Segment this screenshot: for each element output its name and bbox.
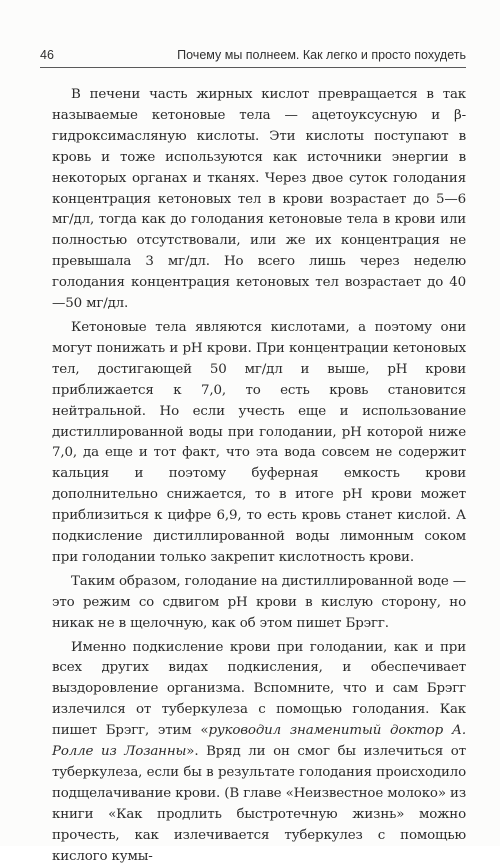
- paragraph-ketone-bodies: В печени часть жирных кислот превращается в так называемые кетоновые тела — ацетоуксусную и β-гидроксимасляную кислоты. Эти кислоты поступают в кровь и тоже используются как источники энергии в некоторых органах и тканях. Через двое суток голодания концентрация кетоновых тел в крови возрастает до 5—6 мг/дл, тогда как до голодания кетоновые тела в крови или полностью отсутствовали, или же их концентрация не превышала 3 мг/дл. Но всего лишь через неделю голодания концентрация кетоновых тел возрастает до 40—50 мг/дл.: [52, 87, 466, 312]
- paragraph-blood-ph: Кетоновые тела являются кислотами, а поэтому они могут понижать и pH крови. При концентрации кетоновых тел, достигающей 50 мг/дл и выше, pH крови приближается к 7,0, то есть кровь становится нейтральной. Но если учесть еще и использование дистиллированной воды при голодании, pH которой ниже 7,0, да еще и тот факт, что эта вода совсем не содержит кальция и поэтому буферная емкость крови дополнительно снижается, то в итоге pH крови может приблизиться к цифре 6,9, то есть кровь станет кислой. А подкисление дистиллированной воды лимонным соком при голодании только закрепит кислотность крови.: [52, 319, 466, 565]
- body-text: [52, 85, 466, 868]
- paragraph-text-after-quote: ». Вряд ли он смог бы излечиться от туберкулеза, если бы в результате голодания происходило подщелачивание крови. (В главе «Неизвестное молоко» из книги «Как продлить быстротечную жизнь» можно прочесть, как излечивается туберкулез с помощью кислого кумы-: [52, 744, 466, 864]
- paragraph-text-before-quote: Именно подкисление крови при голодании, как и при всех других видах подкисления, и обеспечивает выздоровление организма. Вспомните, что и сам Брэгг излечился от туберкулеза с помощью голодания. Как пишет Брэгг, этим «: [52, 639, 466, 739]
- header-rule: [40, 67, 466, 68]
- paragraph-acidification: [52, 638, 466, 868]
- running-title: Почему мы полнеем. Как легко и просто похудеть: [177, 48, 466, 62]
- paragraph-conclusion: Таким образом, голодание на дистиллированной воде — это режим со сдвигом pH крови в кислую сторону, но никак не в щелочную, как об этом пишет Брэгг.: [52, 573, 466, 631]
- page-header: [40, 44, 466, 68]
- italic-quote: руководил знаменитый доктор А. Ролле из Лозанны: [52, 723, 466, 760]
- page-number: 46: [40, 48, 54, 62]
